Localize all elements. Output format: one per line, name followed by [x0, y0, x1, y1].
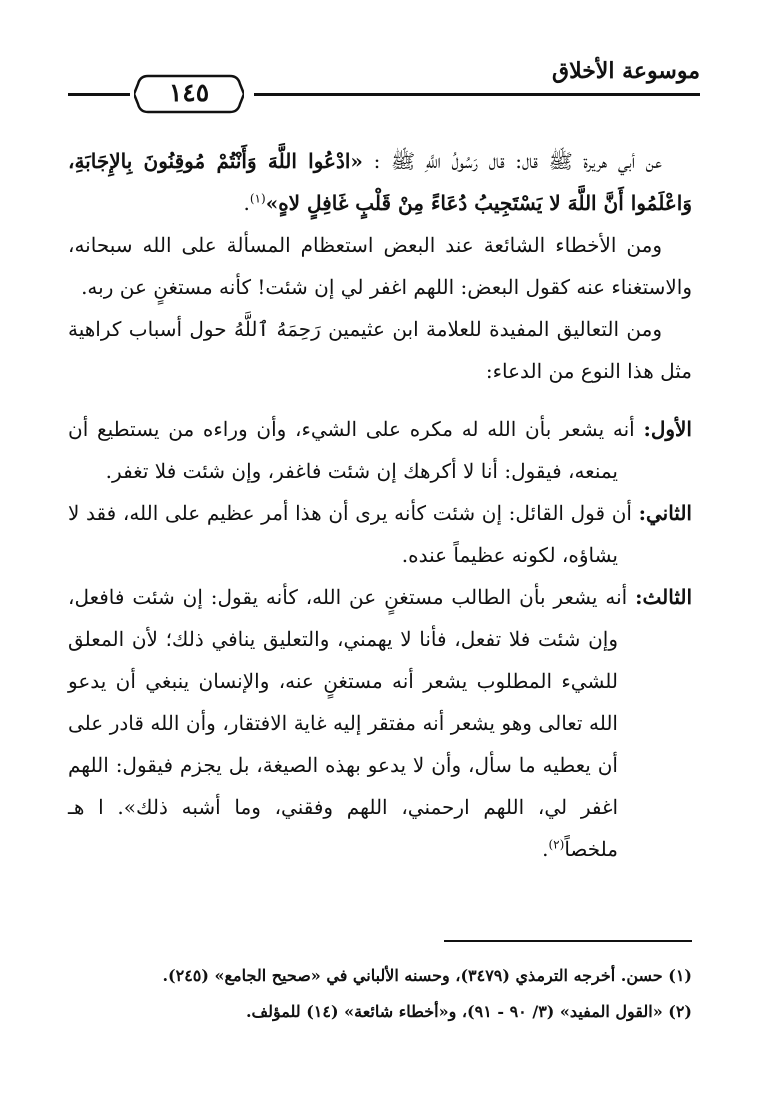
footnote-ref-1[interactable]: (١) — [249, 191, 266, 206]
page-header — [68, 58, 700, 118]
item-second-label: الثاني: — [638, 501, 692, 525]
item-first-text: أنه يشعر بأن الله له مكره على الشيء، وأن وراءه من يستطيع أن يمنعه، فيقول: أنا لا أكرهك إن شئت فاغفر، وإن شئت فلا تغفر. — [68, 417, 635, 483]
page-number: ١٤٥ — [168, 78, 210, 107]
paragraph-commentary-intro: ومن التعاليق المفيدة للعلامة ابن عثيمين رَحِمَهُ ٱللَّهُ حول أسباب كراهية مثل هذا النوع من الدعاء: — [68, 317, 692, 383]
item-first — [68, 408, 692, 492]
hadith-intro: عن أبي هريرة ﷺ قال: قال رَسُولُ اللَّهِ ﷺ : — [373, 149, 662, 173]
hadith-text: «ادْعُوا اللَّهَ وَأَنْتُمْ مُوقِنُونَ بِالإِجَابَةِ، وَاعْلَمُوا أَنَّ اللَّهَ لا يَسْتَجِيبُ دُعَاءً مِنْ قَلْبٍ غَافِلٍ لاهٍ» — [68, 149, 692, 215]
header-rule-left — [68, 93, 130, 96]
footnote-1: (١) حسن. أخرجه الترمذي (٣٤٧٩)، وحسنه الألباني في «صحيح الجامع» (٢٤٥). — [162, 966, 692, 985]
item-second — [68, 492, 692, 576]
hadith-paragraph: عن أبي هريرة ﷺ قال: قال رَسُولُ اللَّهِ ﷺ : «ادْعُوا اللَّهَ وَأَنْتُمْ مُوقِنُونَ بِالإِجَابَةِ، وَاعْلَمُوا أَنَّ اللَّهَ لا يَسْتَجِيبُ دُعَاءً مِنْ قَلْبٍ غَافِلٍ لاهٍ»$^{(١)}$. — [68, 149, 692, 215]
footnote-ref-2[interactable]: (٢) — [548, 837, 565, 852]
item-second-text: أن قول القائل: إن شئت كأنه يرى أن هذا أمر عظيم على الله، فقد لا يشاؤه، لكونه عظيماً عنده. — [68, 501, 632, 567]
header-rule-right — [254, 93, 700, 96]
footnote-separator — [444, 940, 692, 942]
book-title: موسوعة الأخلاق — [552, 58, 700, 84]
paragraph-common-mistakes: ومن الأخطاء الشائعة عند البعض استعظام المسألة على الله سبحانه، والاستغناء عنه كقول البعض: اللهم اغفر لي إن شئت! كأنه مستغنٍ عن ربه. — [68, 233, 692, 299]
item-third-text: أنه يشعر بأن الطالب مستغنٍ عن الله، كأنه يقول: إن شئت فافعل، وإن شئت فلا تفعل، فأنا لا يهمني، والتعليق ينافي ذلك؛ لأن المعلق للشيء المطلوب يشعر أنه مستغنٍ عنه، والإنسان ينبغي أن يدعو الله تعالى وهو يشعر أنه مفتقر إليه غاية الافتقار، وأن الله قادر على أن يعطيه ما سأل، وأن لا يدعو بهذه الصيغة، بل يجزم فيقول: اللهم اغفر لي، اللهم ارحمني، اللهم وفقني، وما أشبه ذلك». ا هـ ملخصاً — [68, 585, 628, 861]
footnote-2: (٢) «القول المفيد» (٣/ ٩٠ - ٩١)، و«أخطاء شائعة» (١٤) للمؤلف. — [245, 1002, 692, 1021]
page-number-frame — [134, 72, 244, 116]
item-third-label: الثالث: — [635, 585, 693, 609]
footnotes — [68, 958, 692, 1030]
main-text — [68, 140, 692, 870]
item-third: الثالث: أنه يشعر بأن الطالب مستغنٍ عن الله، كأنه يقول: إن شئت فافعل، وإن شئت فلا تفعل، فأنا لا يهمني، والتعليق ينافي ذلك؛ لأن المعلق للشيء المطلوب يشعر أنه مستغنٍ عنه، والإنسان ينبغي أن يدعو الله تعالى وهو يشعر أنه مفتقر إليه غاية الافتقار، وأن الله قادر على أن يعطيه ما سأل، وأن لا يدعو بهذه الصيغة، بل يجزم فيقول: اللهم اغفر لي، اللهم ارحمني، اللهم وفقني، وما أشبه ذلك». ا هـ ملخصاً$^{(٢)}$. — [68, 585, 693, 861]
item-first-label: الأول: — [643, 417, 692, 441]
